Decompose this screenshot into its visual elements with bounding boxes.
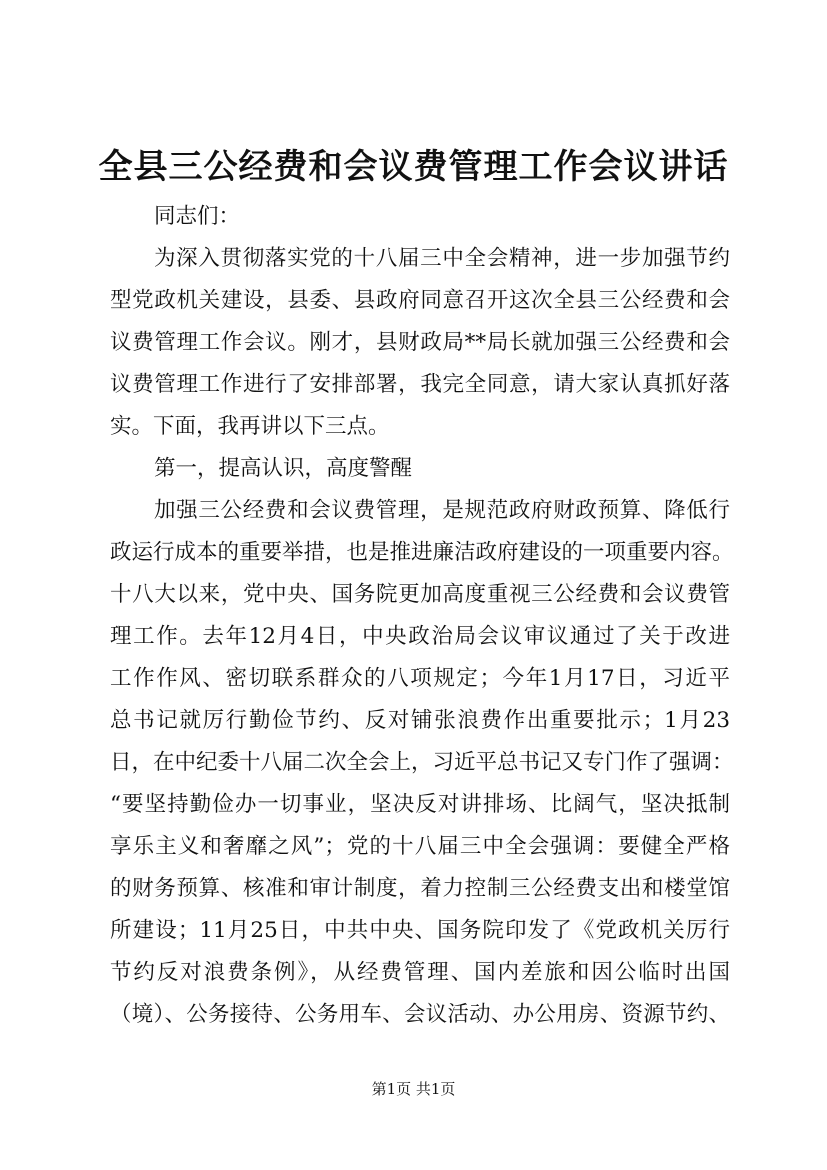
paragraph-line: 为深入贯彻落实党的十八届三中全会精神，进一步加强节约 <box>154 246 730 271</box>
paragraph-line: 日，在中纪委十八届二次全会上，习近平总书记又专门作了强调： <box>110 750 734 775</box>
paragraph-line: 总书记就厉行勤俭节约、反对铺张浪费作出重要批示；1月23 <box>110 708 730 733</box>
paragraph-line: 节约反对浪费条例》，从经费管理、国内差旅和因公临时出国 <box>110 960 730 985</box>
paragraph-line: 十八大以来，党中央、国务院更加高度重视三公经费和会议费管 <box>110 582 730 607</box>
paragraph-line: 所建设；11月25日，中共中央、国务院印发了《党政机关厉行 <box>110 918 730 943</box>
paragraph-line: 同志们： <box>154 204 241 229</box>
paragraph-line: 议费管理工作会议。刚才，县财政局**局长就加强三公经费和会 <box>110 330 730 355</box>
paragraph-line: 政运行成本的重要举措，也是推进廉洁政府建设的一项重要内容。 <box>110 540 734 565</box>
paragraph-line: （境）、公务接待、公务用车、会议活动、办公用房、资源节约、 <box>110 1002 730 1027</box>
paragraph-line: 的财务预算、核准和审计制度，着力控制三公经费支出和楼堂馆 <box>110 876 730 901</box>
paragraph-line: 享乐主义和奢靡之风”；党的十八届三中全会强调：要健全严格 <box>110 834 730 859</box>
paragraph-line: “要坚持勤俭办一切事业，坚决反对讲排场、比阔气，坚决抵制 <box>110 792 730 817</box>
paragraph-line: 加强三公经费和会议费管理，是规范政府财政预算、降低行 <box>154 498 730 523</box>
paragraph-line: 工作作风、密切联系群众的八项规定；今年1月17日，习近平 <box>110 666 730 691</box>
paragraph-line: 议费管理工作进行了安排部署，我完全同意，请大家认真抓好落 <box>110 372 730 397</box>
document-title: 全县三公经费和会议费管理工作会议讲话 <box>98 147 729 187</box>
paragraph-line: 实。下面，我再讲以下三点。 <box>110 414 390 439</box>
paragraph-line: 理工作。去年12月4日，中央政治局会议审议通过了关于改进 <box>110 624 730 649</box>
section-heading: 第一，提高认识，高度警醒 <box>154 456 413 481</box>
page-number: 第1页 共1页 <box>371 1080 456 1098</box>
paragraph-line: 型党政机关建设，县委、县政府同意召开这次全县三公经费和会 <box>110 288 730 313</box>
